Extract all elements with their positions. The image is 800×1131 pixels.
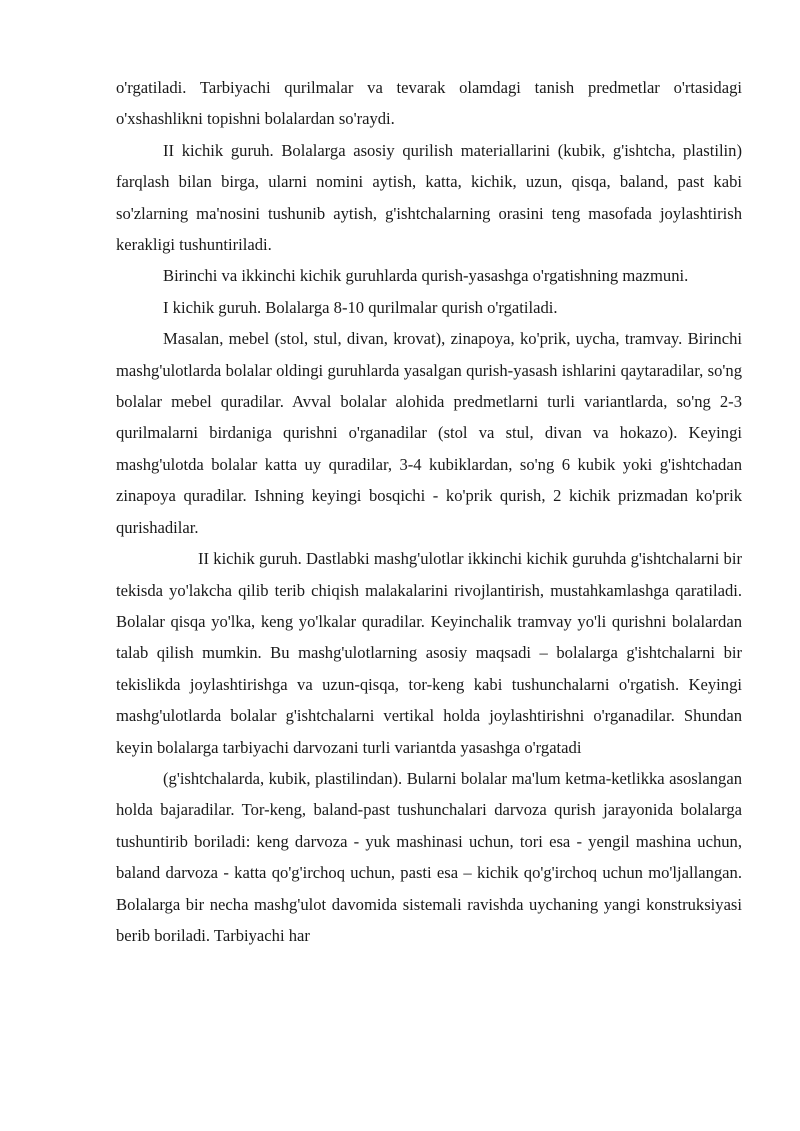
paragraph-second-junior-group: II kichik guruh. Dastlabki mashg'ulotlar ikkinchi kichik guruhda g'ishtchalarni bir tekisda yo'lakcha qilib terib chiqish malakalarini rivojlantirish, mustahkamlashga qaratiladi. Bolalar qisqa yo'lka, keng yo'lkalar quradilar. Keyinchalik tramvay yo'li qurishni bolalardan talab qilish mumkin. Bu mashg'ulotlarning asosiy maqsadi – bolalarga g'ishtchalarni bir tekislikda joylashtirishga va uzun-qisqa, tor-keng kabi tushunchalarni o'rgatish. Keyingi mashg'ulotlarda bolalar g'ishtchalarni vertikal holda joylashtirishni o'rganadilar. Shundan keyin bolalarga tarbiyachi darvozani turli variantda yasashga o'rgatadi: [116, 549, 742, 757]
document-page: [116, 72, 742, 951]
paragraph-first-junior-group: I kichik guruh. Bolalarga 8-10 qurilmalar qurish o'rgatiladi.: [163, 297, 558, 317]
paragraph-section-heading: Birinchi va ikkinchi kichik guruhlarda qurish-yasashga o'rgatishning mazmuni.: [163, 266, 689, 286]
paragraph-continuation: o'rgatiladi. Tarbiyachi qurilmalar va tevarak olamdagi tanish predmetlar o'rtasidagi o'xshashlikni topishni bolalardan so'raydi.: [116, 78, 742, 129]
paragraph-examples: Masalan, mebel (stol, stul, divan, krovat), zinapoya, ko'prik, uycha, tramvay. Birinchi mashg'ulotlarda bolalar oldingi guruhlarda yasalgan qurish-yasash ishlarini qaytaradilar, so'ng bolalar mebel quradilar. Avval bolalar alohida predmetlarni turli variantlarda, so'ng 2-3 qurilmalarni birdaniga qurishni o'rganadilar (stol va stul, divan va hokazo). Keyingi mashg'ulotda bolalar katta uy quradilar, 3-4 kubiklardan, so'ng 6 kubik yoki g'ishtchadan zinapoya quradilar. Ishning keyingi bosqichi - ko'prik qurish, 2 kichik prizmadan ko'prik qurishadilar.: [116, 329, 742, 537]
paragraph-second-junior-group-intro: II kichik guruh. Bolalarga asosiy qurilish materiallarini (kubik, g'ishtcha, plastilin) farqlash bilan birga, ularni nomini aytish, katta, kichik, uzun, qisqa, baland, past kabi so'zlarning ma'nosini tushunib aytish, g'ishtchalarning orasini teng masofada joylashtirish kerakligi tushuntiriladi.: [116, 140, 742, 255]
paragraph-gates: (g'ishtchalarda, kubik, plastilindan). Bularni bolalar ma'lum ketma-ketlikka asoslangan holda bajaradilar. Tor-keng, baland-past tushunchalari darvoza qurish jarayonida bolalarga tushuntirib boriladi: keng darvoza - yuk mashinasi uchun, tori esa - yengil mashina uchun, baland darvoza - katta qo'g'irchoq uchun, pasti esa – kichik qo'g'irchoq uchun mo'ljallangan. Bolalarga bir necha mashg'ulot davomida sistemali ravishda uychaning yangi konstruksiyasi berib boriladi. Tarbiyachi har: [116, 768, 742, 945]
